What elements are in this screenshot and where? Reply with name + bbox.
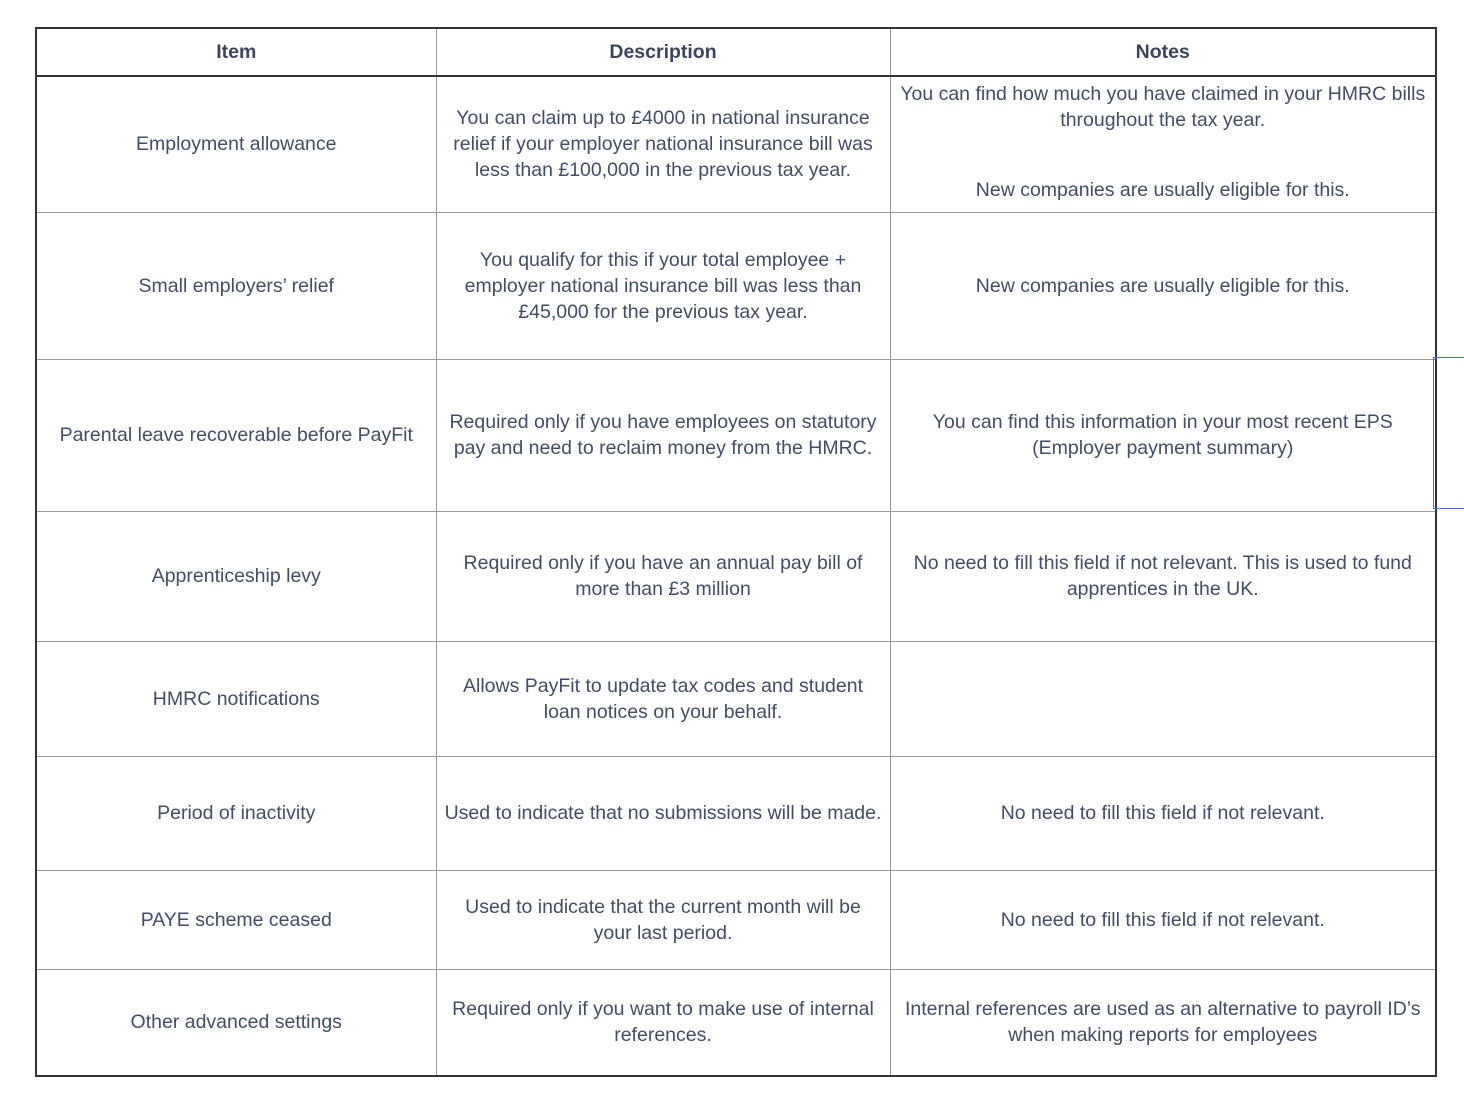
table-row <box>36 969 1436 1076</box>
selection-bracket <box>1433 357 1464 509</box>
row-item: Apprenticeship levy <box>36 511 436 641</box>
row-notes: No need to fill this field if not relevant. This is used to fund apprentices in the UK. <box>890 511 1436 641</box>
row-notes-cell <box>890 76 1436 212</box>
row-notes: You can find how much you have claimed in your HMRC bills throughout the tax year. <box>900 83 1426 131</box>
row-item: Small employers’ relief <box>36 212 436 359</box>
row-notes: No need to fill this field if not relevant. <box>890 756 1436 870</box>
row-notes: No need to fill this field if not relevant. <box>890 870 1436 969</box>
table-row <box>36 870 1436 969</box>
table-header-row <box>36 28 1436 76</box>
header-notes: Notes <box>890 28 1436 76</box>
row-description: Required only if you have an annual pay bill of more than £3 million <box>436 511 890 641</box>
row-description: You can claim up to £4000 in national insurance relief if your employer national insurance bill was less than £100,000 in the previous tax year. <box>436 76 890 212</box>
table-row <box>36 76 1436 212</box>
row-notes-extra: New companies are usually eligible for this. <box>975 179 1350 201</box>
row-description: Required only if you want to make use of internal references. <box>436 969 890 1076</box>
table-row <box>36 212 1436 359</box>
row-item: HMRC notifications <box>36 641 436 756</box>
row-notes: Internal references are used as an alternative to payroll ID’s when making reports for employees <box>890 969 1436 1076</box>
row-description: Allows PayFit to update tax codes and student loan notices on your behalf. <box>436 641 890 756</box>
row-notes: You can find this information in your most recent EPS (Employer payment summary) <box>890 359 1436 511</box>
row-item: Period of inactivity <box>36 756 436 870</box>
row-description: You qualify for this if your total employee + employer national insurance bill was less than £45,000 for the previous tax year. <box>436 212 890 359</box>
header-description: Description <box>436 28 890 76</box>
header-item: Item <box>36 28 436 76</box>
table-row <box>36 641 1436 756</box>
row-item: PAYE scheme ceased <box>36 870 436 969</box>
row-item: Parental leave recoverable before PayFit <box>36 359 436 511</box>
settings-table <box>35 27 1437 1077</box>
table-row <box>36 756 1436 870</box>
table-row <box>36 511 1436 641</box>
row-notes: New companies are usually eligible for this. <box>890 212 1436 359</box>
row-description: Used to indicate that the current month will be your last period. <box>436 870 890 969</box>
row-description: Required only if you have employees on statutory pay and need to reclaim money from the HMRC. <box>436 359 890 511</box>
table-row <box>36 359 1436 511</box>
row-notes <box>890 641 1436 756</box>
row-item: Employment allowance <box>36 76 436 212</box>
row-item: Other advanced settings <box>36 969 436 1076</box>
row-description: Used to indicate that no submissions will be made. <box>436 756 890 870</box>
